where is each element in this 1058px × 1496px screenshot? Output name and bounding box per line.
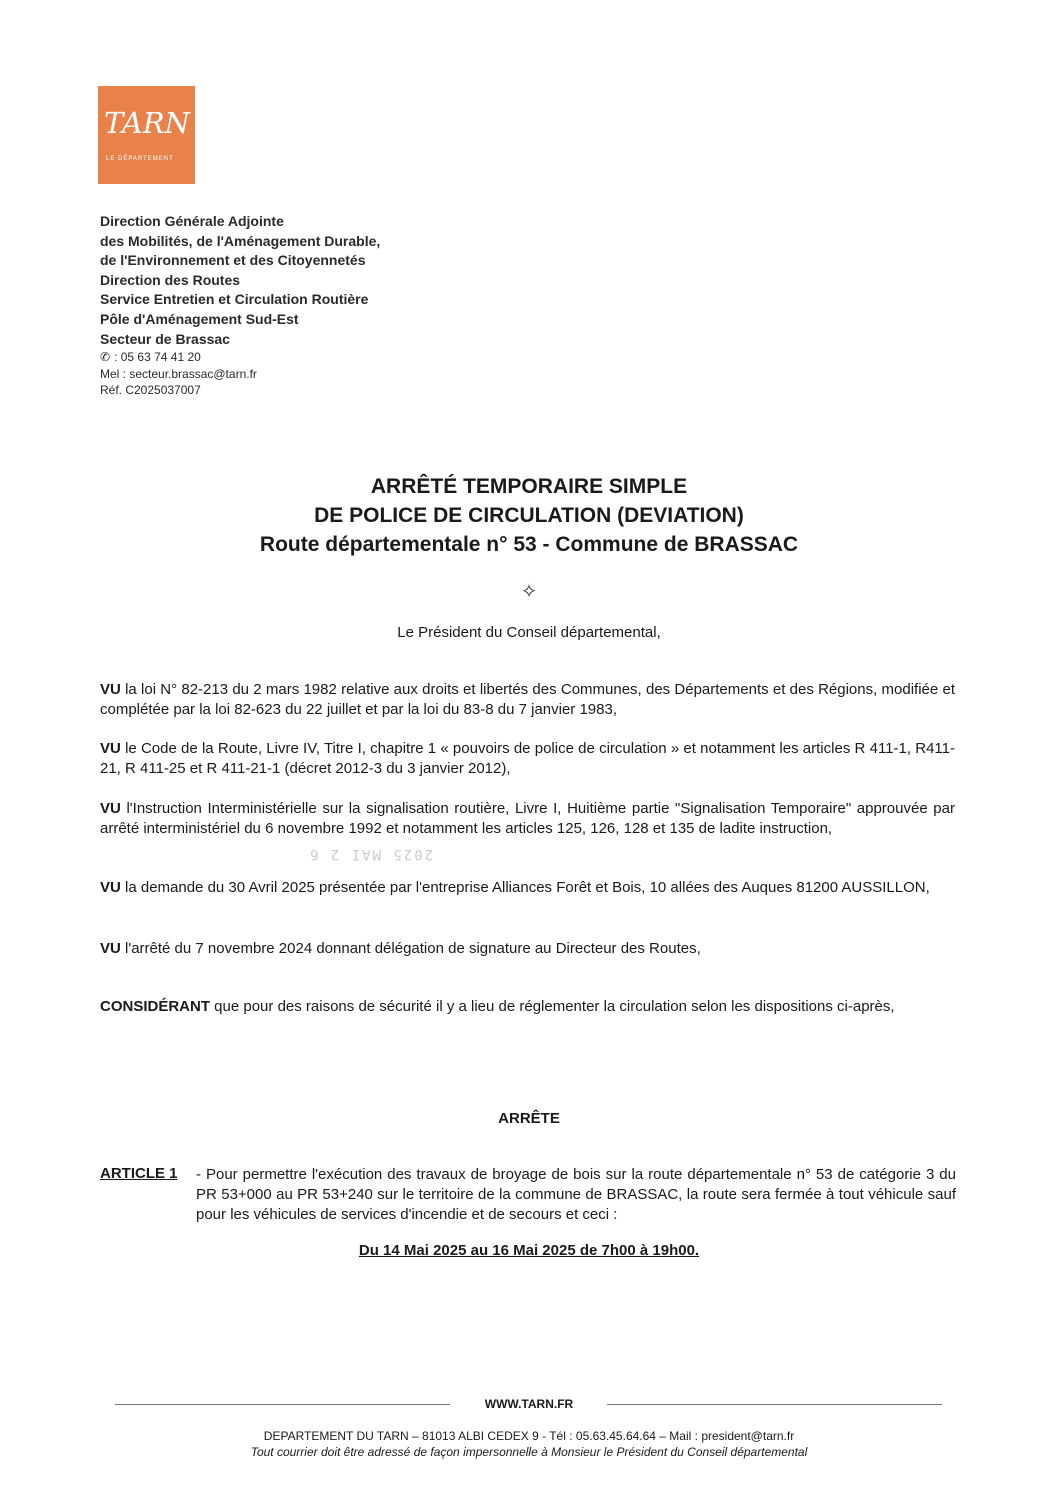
vu-paragraph [100, 939, 955, 959]
arrete-heading: ARRÊTE [498, 1110, 560, 1127]
article-1-label: ARTICLE 1 [100, 1165, 178, 1182]
vu-paragraph [100, 680, 955, 720]
service-line: Direction Générale Adjointe [100, 213, 284, 229]
service-line: Service Entretien et Circulation Routière [100, 291, 369, 308]
title-line-3: Route départementale n° 53 - Commune de BRASSAC [259, 533, 799, 556]
service-line: Secteur de Brassac [100, 330, 230, 347]
considerant-text: que pour des raisons de sécurité il y a lieu de réglementer la circulation selon les dispositions ci-après, [210, 998, 895, 1015]
footer-website: WWW.TARN.FR [484, 1397, 574, 1411]
logo-word: TARN [104, 106, 190, 140]
vu-keyword: VU [100, 681, 121, 698]
vu-paragraph [100, 739, 955, 779]
vu-paragraph [100, 799, 955, 839]
service-line: des Mobilités, de l'Aménagement Durable, [100, 232, 381, 249]
title-line-2: DE POLICE DE CIRCULATION (DEVIATION) [314, 504, 744, 527]
footer-address: DEPARTEMENT DU TARN – 81013 ALBI CEDEX 9 - Tél : 05.63.45.64.64 – Mail : president@tarn.fr [263, 1429, 795, 1443]
title-line-1: ARRÊTÉ TEMPORAIRE SIMPLE [370, 475, 688, 498]
logo-subtitle: LE DÉPARTEMENT [106, 156, 174, 162]
footer-note: Tout courrier doit être adressé de façon impersonnelle à Monsieur le Président du Conseil départemental [250, 1445, 808, 1459]
vu-keyword: VU [100, 879, 121, 896]
considerant-keyword: CONSIDÉRANT [100, 998, 211, 1015]
closure-dates: Du 14 Mai 2025 au 16 Mai 2025 de 7h00 à 19h00. [358, 1242, 700, 1259]
phone-number: : 05 63 74 41 20 [114, 350, 201, 365]
vu-text: l'arrêté du 7 novembre 2024 donnant délégation de signature au Directeur des Routes, [120, 940, 701, 957]
document-title [0, 472, 1058, 559]
vu-paragraph [100, 878, 955, 898]
president-line: Le Président du Conseil départemental, [397, 624, 661, 641]
considerant-paragraph [100, 997, 955, 1017]
service-header [100, 212, 380, 399]
mail-line: Mel : secteur.brassac@tarn.fr [100, 366, 257, 381]
service-line: de l'Environnement et des Citoyennetés [100, 252, 366, 269]
vu-text: le Code de la Route, Livre IV, Titre I, chapitre 1 « pouvoirs de police de circulation » et notamment les articles R 411-1, R411-21, R 411-25 et R 411-21-1 (décret 2012-3 du 3 janvier 2012), [100, 740, 955, 777]
service-line: Pôle d'Aménagement Sud-Est [100, 310, 299, 327]
vu-text: l'Instruction Interministérielle sur la signalisation routière, Livre I, Huitième partie "Signalisation Temporaire" approuvée par arrêté interministériel du 6 novembre 1992 et notamment les articles 125, 126, 128 et 135 de ladite instruction, [100, 800, 955, 837]
phone-icon: ✆ [100, 350, 111, 365]
vu-keyword: VU [100, 740, 121, 757]
service-line: Direction des Routes [100, 271, 241, 288]
tarn-logo [98, 86, 195, 184]
phone-line [100, 349, 380, 366]
reference: Réf. C2025037007 [100, 383, 201, 398]
vu-keyword: VU [100, 800, 121, 817]
vu-text: la loi N° 82-213 du 2 mars 1982 relative aux droits et libertés des Communes, des Départements et des Régions, modifiée et complétée par la loi 82-623 du 22 juillet et par la loi du 83-8 du 7 janvier 1983, [100, 681, 955, 718]
star-ornament-icon: ✧ [520, 581, 538, 603]
received-stamp: 2025 MAI 2 6 [308, 846, 434, 862]
vu-keyword: VU [100, 940, 121, 957]
vu-text: la demande du 30 Avril 2025 présentée par l'entreprise Alliances Forêt et Bois, 10 allées des Auques 81200 AUSSILLON, [120, 879, 930, 896]
article-1-text: - Pour permettre l'exécution des travaux de broyage de bois sur la route départementale n° 53 de catégorie 3 du PR 53+000 au PR 53+240 sur le territoire de la commune de BRASSAC, la route sera fermée à tout véhicule sauf pour les véhicules de services d'incendie et de secours et ceci : [196, 1166, 956, 1223]
